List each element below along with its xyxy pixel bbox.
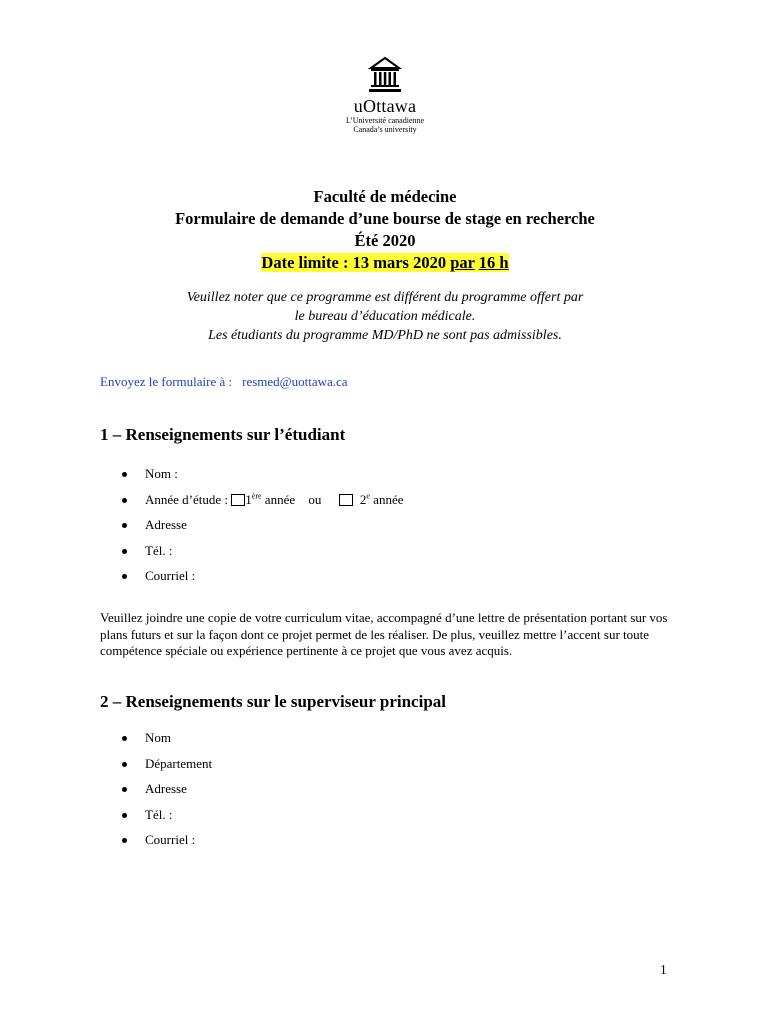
student-info-list — [122, 466, 403, 594]
second-year-checkbox[interactable] — [339, 494, 353, 506]
bullet-icon — [122, 736, 127, 741]
deadline-time: 16 h — [478, 253, 509, 272]
uottawa-logo — [340, 56, 430, 134]
cv-instructions-paragraph: Veuillez joindre une copie de votre curriculum vitae, accompagné d’une lettre de présentation portant sur vos plans futurs et sur la façon dont ce projet permet de les réaliser. De plus, veuillez mettre l’accent sur toute compétence spéciale ou expérience pertinente à ce projet que vous avez acquis. — [100, 610, 668, 658]
list-item — [122, 807, 212, 833]
send-label: Envoyez le formulaire à : — [100, 374, 233, 389]
term-title: Été 2020 — [354, 231, 416, 250]
field-label-tel: Tél. : — [145, 806, 173, 822]
bullet-icon — [122, 574, 127, 579]
list-item — [122, 730, 212, 756]
title-block — [0, 186, 770, 274]
section-2-heading: 2 – Renseignements sur le superviseur principal — [100, 692, 446, 711]
note-line-1: Veuillez noter que ce programme est différent du programme offert par — [186, 290, 584, 305]
field-label-tel: Tél. : — [145, 542, 173, 558]
first-year-num: 1 — [245, 491, 252, 507]
field-label-departement: Département — [145, 755, 213, 771]
eligibility-note — [0, 288, 770, 345]
bullet-icon — [122, 549, 127, 554]
field-label-adresse: Adresse — [145, 781, 187, 796]
university-building-icon — [368, 56, 402, 94]
bullet-icon — [122, 523, 127, 528]
first-year-word: année — [264, 491, 296, 507]
list-item — [122, 756, 212, 782]
first-year-sup: ère — [251, 491, 262, 501]
list-item — [122, 781, 212, 807]
list-item — [122, 832, 212, 858]
bullet-icon — [122, 838, 127, 843]
or-word: ou — [308, 491, 322, 507]
send-instruction — [100, 374, 348, 390]
bullet-icon — [122, 472, 127, 477]
bullet-icon — [122, 498, 127, 503]
logo-tagline-en: Canada’s university — [353, 125, 417, 134]
contact-email-link[interactable]: resmed@uottawa.ca — [242, 374, 348, 389]
field-label-adresse: Adresse — [145, 517, 187, 532]
list-item — [122, 466, 403, 492]
supervisor-info-list — [122, 730, 212, 858]
logo-tagline-fr: L’Université canadienne — [345, 116, 425, 125]
deadline-text — [261, 253, 508, 272]
note-line-3: Les étudiants du programme MD/PhD ne sont pas admissibles. — [208, 328, 562, 343]
list-item — [122, 517, 403, 543]
bullet-icon — [122, 787, 127, 792]
deadline-line — [0, 252, 770, 274]
field-label-annee: Année d’étude : — [145, 491, 229, 507]
field-label-nom: Nom — [145, 730, 171, 745]
deadline-par: par — [450, 253, 475, 272]
bullet-icon — [122, 762, 127, 767]
field-label-courriel: Courriel : — [145, 568, 196, 583]
field-label-courriel: Courriel : — [145, 832, 196, 847]
faculty-title: Faculté de médecine — [313, 187, 457, 206]
second-year-num: 2 — [359, 491, 367, 507]
form-title: Formulaire de demande d’une bourse de stage en recherche — [175, 209, 595, 228]
bullet-icon — [122, 813, 127, 818]
second-year-word: année — [373, 491, 404, 507]
section-1-heading: 1 – Renseignements sur l’étudiant — [100, 425, 346, 444]
page-number: 1 — [660, 962, 667, 977]
note-line-2: le bureau d’éducation médicale. — [294, 309, 476, 324]
list-item — [122, 543, 403, 569]
list-item — [122, 568, 403, 594]
first-year-checkbox[interactable] — [231, 494, 245, 506]
deadline-date: Date limite : 13 mars 2020 — [261, 253, 451, 272]
second-year-sup: e — [366, 491, 370, 501]
logo-wordmark: uOttawa — [353, 96, 417, 116]
list-item — [122, 492, 403, 518]
field-label-nom: Nom : — [145, 466, 178, 481]
